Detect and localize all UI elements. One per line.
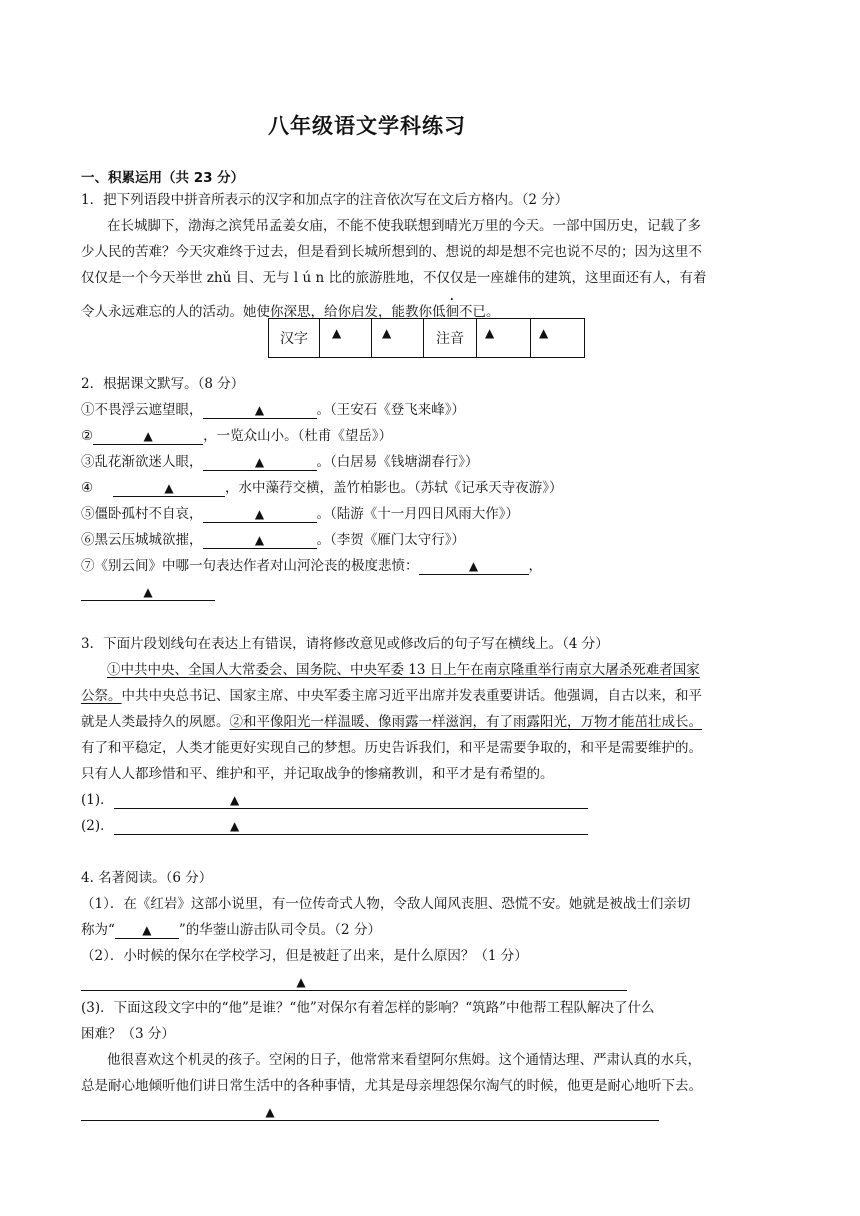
answer-blank[interactable] — [115, 922, 179, 939]
answer-blank[interactable] — [203, 532, 317, 549]
answer-number: (1)． — [81, 792, 114, 808]
q3-passage-line: 有了和平稳定，人类才能更好实现自己的梦想。历史告诉我们，和平是需要争取的，和平是需要维护的。 — [81, 740, 702, 756]
item-text: ② — [81, 428, 94, 444]
recitation-item — [81, 558, 542, 575]
answer-cell[interactable] — [320, 319, 372, 358]
answer-marker: ▲ — [164, 481, 174, 495]
q4-sub-question: （2）．小时候的保尔在学校学习，但是被赶了出来，是什么原因？（1 分） — [81, 948, 528, 964]
q4-prompt: 4. 名著阅读。（6 分） — [81, 870, 213, 886]
answer-cell[interactable] — [477, 319, 531, 358]
recitation-item — [81, 428, 392, 445]
q4-sub-question — [81, 922, 381, 939]
q4-passage-line: 他很喜欢这个机灵的孩子。空闲的日子，他常常来看望阿尔焦姆。这个通情达理、严肃认真的水兵， — [107, 1052, 701, 1068]
answer-line — [81, 792, 588, 809]
label-hanzi: 汉字 — [269, 319, 320, 358]
answer-marker: ▲ — [296, 975, 306, 989]
q1-passage-text: 令人永远难忘的人的活动。她使你深思，给你启发，能教你低 — [81, 304, 446, 320]
answer-blank[interactable] — [113, 480, 225, 497]
item-source: 。（王安石《登飞来峰》） — [316, 402, 465, 418]
recitation-item — [81, 532, 465, 549]
answer-blank[interactable] — [81, 1104, 659, 1121]
q1-passage-text: 不已。 — [459, 304, 500, 320]
recitation-item — [81, 480, 563, 497]
answer-marker: ▲ — [539, 326, 549, 340]
answer-blank[interactable] — [114, 818, 588, 835]
q1-passage-line: 少人民的苦难？今天灾难终于过去，但是看到长城所想到的、想说的却是想不完也说不尽的；因为这里不 — [81, 244, 702, 260]
answer-blank[interactable] — [419, 558, 529, 575]
item-source: 。（陆游《十一月四日风雨大作》） — [316, 506, 519, 522]
item-source: ，水中藻荇交横，盖竹柏影也。（苏轼《记承天寺夜游》） — [225, 480, 563, 496]
answer-marker: ▲ — [265, 1105, 275, 1119]
item-text: ⑦《别云间》中哪一句表达作者对山河沦丧的极度悲愤： — [81, 558, 419, 574]
passage-text: 就是人类最持久的夙愿。 — [81, 714, 230, 730]
q1-passage-line: 仅仅是一个今天举世 zhǔ 目、无与 l ú n 比的旅游胜地，不仅仅是一座雄伟的建筑，这里面还有人，有着 — [81, 270, 707, 286]
q3-passage-line: 只有人人都珍惜和平、维护和平，并记取战争的惨痛教训，和平才是有希望的。 — [81, 766, 554, 782]
section-heading: 一、积累运用（共 23 分） — [81, 170, 245, 186]
item-text: ④ — [81, 480, 94, 496]
item-source: 。（李贺《雁门太守行》） — [316, 532, 465, 548]
underlined-sentence: ②和平像阳光一样温暖、像雨露一样滋润，有了雨露阳光，万物才能茁壮成长。 — [229, 714, 702, 730]
item-source: ，一览众山小。（杜甫《望岳》） — [203, 428, 393, 444]
q1-prompt: 1．把下列语段中拼音所表示的汉字和加点字的注音依次写在文后方格内。（2 分） — [81, 192, 569, 208]
answer-marker: ▲ — [382, 326, 392, 340]
answer-marker: ▲ — [332, 326, 342, 340]
underlined-sentence: ①中共中央、全国人大常委会、国务院、中央军委 13 日上午在南京隆重举行南京大屠杀死难者国家 — [107, 662, 700, 678]
page-title: 八年级语文学科练习 — [268, 114, 466, 138]
sub-question-text: ”的华蓥山游击队司令员。（2 分） — [178, 922, 381, 938]
underlined-sentence: 公祭。 — [81, 688, 122, 704]
item-text: ①不畏浮云遮望眼， — [81, 402, 203, 418]
answer-line — [81, 974, 627, 991]
answer-number: (2)． — [81, 818, 114, 834]
answer-marker: ▲ — [485, 326, 495, 340]
sub-question-text: 称为“ — [81, 922, 115, 938]
item-text: ⑥黑云压城城欲摧， — [81, 532, 203, 548]
q4-sub-question: （1）．在《红岩》这部小说里，有一位传奇式人物，令敌人闻风丧胆、恐慌不安。她就是被战士们亲切 — [81, 896, 691, 912]
answer-blank[interactable] — [203, 506, 317, 523]
passage-text: 中共中央总书记、国家主席、中央军委主席习近平出席并发表重要讲话。他强调，自古以来，和平 — [121, 688, 702, 704]
answer-marker: ▲ — [254, 403, 265, 417]
answer-cell[interactable] — [531, 319, 585, 358]
answer-marker: ▲ — [254, 507, 265, 521]
item-text: ⑤僵卧孤村不自哀， — [81, 506, 203, 522]
q3-passage-line — [81, 714, 702, 731]
q4-sub-question: (3)．下面这段文字中的“他”是谁？“他”对保尔有着怎样的影响？“筑路”中他帮工程队解决了什么 — [81, 1000, 655, 1016]
answer-marker: ▲ — [468, 559, 479, 573]
q2-prompt: 2．根据课文默写。（8 分） — [81, 376, 245, 392]
answer-marker: ▲ — [143, 429, 153, 443]
item-text: ③乱花渐欲迷人眼， — [81, 454, 203, 470]
q3-passage-line — [81, 688, 702, 705]
q3-passage-line — [81, 662, 700, 679]
recitation-item — [81, 402, 465, 419]
answer-blank[interactable] — [93, 428, 203, 445]
item-source: ， — [528, 558, 542, 574]
answer-marker: ▲ — [230, 793, 240, 807]
answer-blank[interactable] — [203, 454, 317, 471]
recitation-item — [81, 506, 519, 523]
answer-marker: ▲ — [254, 533, 265, 547]
q4-passage-line: 总是耐心地倾听他们讲日常生活中的各种事情，尤其是母亲埋怨保尔淘气的时候，他更是耐心地听下去。 — [81, 1078, 702, 1094]
answer-cell[interactable] — [372, 319, 424, 358]
answer-blank[interactable] — [81, 974, 627, 991]
answer-blank[interactable] — [114, 792, 588, 809]
recitation-item — [81, 454, 479, 471]
answer-marker: ▲ — [254, 455, 265, 469]
answer-line — [81, 1104, 659, 1121]
q4-sub-question: 困难？（3 分） — [81, 1026, 175, 1042]
label-zhuyin: 注音 — [424, 319, 477, 358]
answer-table — [268, 318, 585, 358]
dotted-character: 徊 — [445, 304, 459, 320]
item-source: 。（白居易《钱塘湖春行》） — [316, 454, 479, 470]
q3-prompt: 3．下面片段划线句在表达上有错误，请将修改意见或修改后的句子写在横线上。（4 分） — [81, 636, 609, 652]
q1-passage-line: 在长城脚下，渤海之滨凭吊孟姜女庙，不能不使我联想到晴光万里的今天。一部中国历史，记载了多 — [107, 218, 701, 234]
answer-marker: ▲ — [143, 585, 153, 599]
answer-blank[interactable] — [81, 584, 215, 601]
answer-marker: ▲ — [142, 923, 152, 937]
answer-blank[interactable] — [203, 402, 317, 419]
answer-marker: ▲ — [230, 819, 240, 833]
answer-line — [81, 818, 588, 835]
recitation-item — [81, 584, 215, 601]
